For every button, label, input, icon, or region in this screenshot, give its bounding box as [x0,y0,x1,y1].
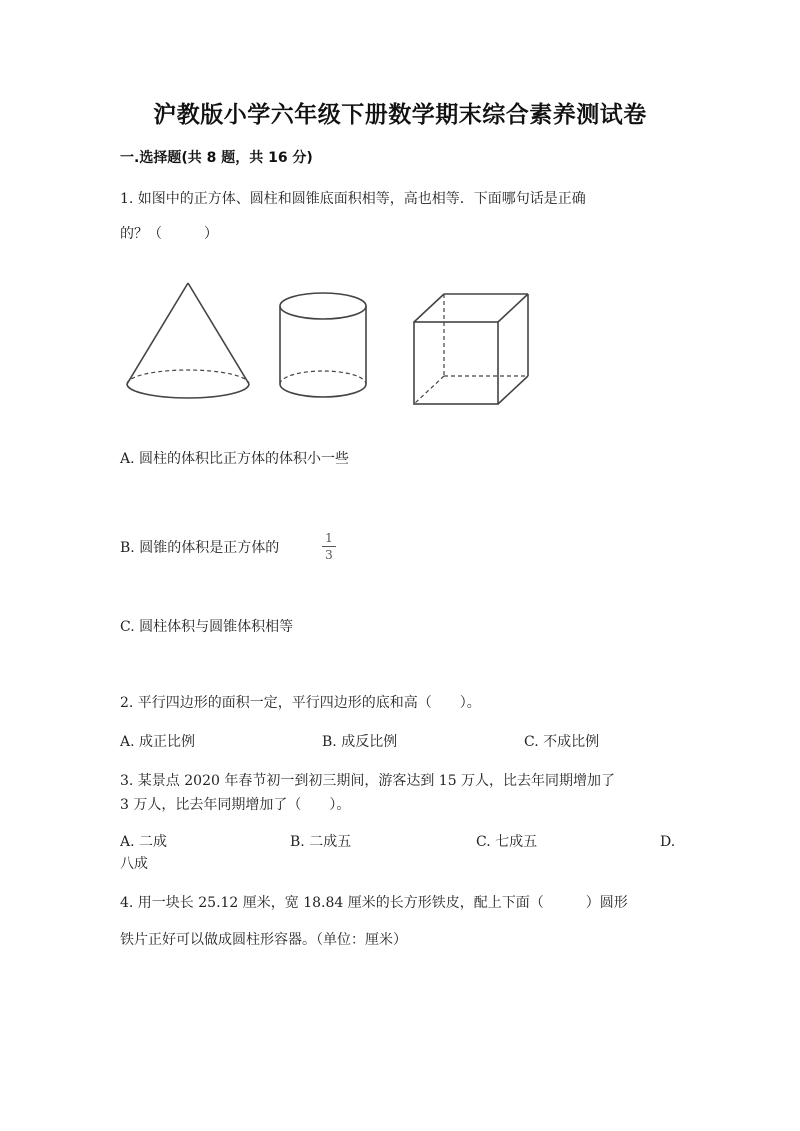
question-2-option-a: A. 成正比例 [120,734,196,750]
question-4-line-1: 4. 用一块长 25.12 厘米，宽 18.84 厘米的长方形铁皮，配上下面（ ）圆形 [120,895,628,911]
question-3-option-d: D. [660,834,676,850]
question-1-figures [120,278,540,408]
cone-figure [127,283,249,398]
question-1-option-a: A. 圆柱的体积比正方体的体积小一些 [120,451,350,467]
question-3-line-1: 3. 某景点 2020 年春节初一到初三期间，游客达到 15 万人，比去年同期增加了 [120,773,616,789]
cylinder-figure [280,293,366,397]
question-3-option-b: B. 二成五 [290,834,352,850]
fraction-one-third [322,531,336,562]
question-1-line-2: 的？（ ） [120,226,218,242]
question-4-line-2: 铁片正好可以做成圆柱形容器。（单位：厘米） [120,932,407,948]
fraction-numerator: 1 [325,531,333,545]
question-3-option-d-cont: 八成 [120,856,148,872]
section-heading: 一.选择题(共 8 题，共 16 分) [120,150,313,166]
question-1-option-b: B. 圆锥的体积是正方体的 [120,540,280,556]
question-3-option-a: A. 二成 [120,834,168,850]
question-1-option-c: C. 圆柱体积与圆锥体积相等 [120,619,294,635]
question-3-option-c: C. 七成五 [476,834,538,850]
question-1-line-1: 1. 如图中的正方体、圆柱和圆锥底面积相等，高也相等．下面哪句话是正确 [120,191,586,207]
fraction-bar [322,546,336,547]
cube-figure [414,294,528,404]
question-2-line-1: 2. 平行四边形的面积一定，平行四边形的底和高（ ）。 [120,695,481,711]
question-2-option-b: B. 成反比例 [322,734,398,750]
fraction-denominator: 3 [325,548,333,562]
question-3-line-2: 3 万人，比去年同期增加了（ ）。 [120,797,351,813]
page-title: 沪教版小学六年级下册数学期末综合素养测试卷 [153,102,647,128]
question-2-option-c: C. 不成比例 [524,734,600,750]
